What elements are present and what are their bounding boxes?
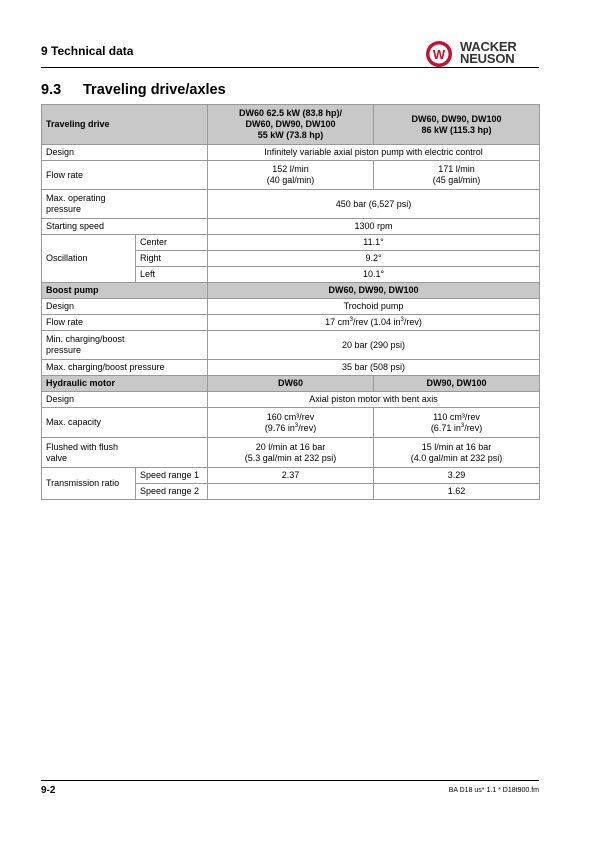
boost-pump-label: Boost pump [42, 283, 208, 299]
superscript: 3 [460, 422, 465, 429]
hydraulic-motor-col1: DW60 [208, 376, 374, 392]
boost-design-value: Trochoid pump [208, 299, 540, 315]
chapter-title: 9 Technical data [41, 44, 134, 58]
col1-line: DW60, DW90, DW100 [245, 119, 336, 129]
flow-rate-value-2 [374, 161, 540, 190]
max-pressure-label [42, 190, 208, 219]
table-row [42, 468, 540, 484]
flush-label [42, 438, 208, 468]
table-row [42, 331, 540, 360]
traveling-drive-col2 [374, 105, 540, 145]
boost-flow-value [208, 315, 540, 331]
boost-design-label: Design [42, 299, 208, 315]
speed-range-2-value-1 [208, 484, 374, 500]
page-number: 9-2 [41, 785, 56, 796]
table-row [42, 438, 540, 468]
motor-design-value: Axial piston motor with bent axis [208, 392, 540, 408]
flush-value-2 [374, 438, 540, 468]
table-row [42, 235, 540, 251]
value-line: 160 cm³/rev [266, 411, 315, 422]
oscillation-center-value: 11.1° [208, 235, 540, 251]
value-line: 110 cm³/rev [433, 411, 480, 422]
wacker-neuson-w-icon [425, 40, 453, 68]
value-line: 20 l/min at 16 bar [255, 441, 326, 452]
value-text: (6.71 in [430, 422, 461, 433]
starting-speed-label: Starting speed [42, 219, 208, 235]
table-row [42, 219, 540, 235]
traveling-drive-label: Traveling drive [42, 105, 208, 145]
hydraulic-motor-label: Hydraulic motor [42, 376, 208, 392]
superscript: 3 [294, 422, 299, 429]
table-row [42, 315, 540, 331]
value-line: (5.3 gal/min at 232 psi) [244, 452, 337, 463]
table-row [42, 360, 540, 376]
col1-line: DW60 62.5 kW (83.8 hp)/ [238, 108, 343, 118]
oscillation-label: Oscillation [42, 235, 136, 283]
motor-design-label: Design [42, 392, 208, 408]
col2-line: DW60, DW90, DW100 [411, 113, 502, 124]
boost-flow-label: Flow rate [42, 315, 208, 331]
label-line: Flushed with flush [46, 441, 119, 452]
value-line: (45 gal/min) [432, 175, 481, 185]
section-title: Traveling drive/axles [83, 82, 226, 98]
boost-pump-models: DW60, DW90, DW100 [208, 283, 540, 299]
speed-range-2-value-2: 1.62 [374, 484, 540, 500]
table-row [42, 299, 540, 315]
max-capacity-value-1 [208, 408, 374, 438]
boost-min-label [42, 331, 208, 360]
superscript: 3 [400, 317, 404, 323]
table-row [42, 392, 540, 408]
label-line: Min. charging/boost [46, 334, 125, 344]
value-text: /rev) [298, 422, 317, 433]
value-line: (4.0 gal/min at 232 psi) [410, 452, 503, 463]
flow-text: 17 cm [325, 317, 350, 327]
col1-line: 55 kW (73.8 hp) [257, 130, 324, 140]
logo-line-2: NEUSON [460, 51, 515, 66]
oscillation-right-label: Right [136, 251, 208, 267]
superscript: 3 [349, 317, 353, 323]
logo-line-1: WACKER [460, 39, 517, 54]
oscillation-center-label: Center [136, 235, 208, 251]
table-row [42, 190, 540, 219]
header-rule [41, 67, 539, 68]
boost-min-value: 20 bar (290 psi) [208, 331, 540, 360]
value-line [212, 423, 369, 434]
oscillation-left-value: 10.1° [208, 267, 540, 283]
speed-range-1-value-1: 2.37 [208, 468, 374, 484]
footer-rule [41, 780, 539, 781]
max-capacity-value-2 [374, 408, 540, 438]
oscillation-left-label: Left [136, 267, 208, 283]
oscillation-right-value: 9.2° [208, 251, 540, 267]
flush-value-1 [208, 438, 374, 468]
value-line: (40 gal/min) [266, 175, 315, 185]
value-line: 171 l/min [438, 164, 475, 174]
flow-rate-label: Flow rate [42, 161, 208, 190]
flow-text: /rev (1.04 in [352, 317, 401, 327]
spec-table [41, 104, 540, 500]
table-row [42, 161, 540, 190]
col2-line: 86 kW (115.3 hp) [421, 124, 492, 135]
max-capacity-label: Max. capacity [42, 408, 208, 438]
boost-max-value: 35 bar (508 psi) [208, 360, 540, 376]
table-row [42, 145, 540, 161]
section-number: 9.3 [41, 82, 62, 98]
label-line: pressure [46, 345, 82, 355]
hydraulic-motor-col2: DW90, DW100 [374, 376, 540, 392]
logo-wordmark [460, 41, 517, 65]
label-line: valve [46, 452, 68, 463]
wacker-neuson-logo [425, 40, 543, 68]
max-pressure-value: 450 bar (6,527 psi) [208, 190, 540, 219]
table-row [42, 408, 540, 438]
value-line: 15 l/min at 16 bar [421, 441, 492, 452]
table-row [42, 376, 540, 392]
value-text: /rev) [464, 422, 483, 433]
table-row [42, 105, 540, 145]
table-row [42, 283, 540, 299]
starting-speed-value: 1300 rpm [208, 219, 540, 235]
speed-range-1-label: Speed range 1 [136, 468, 208, 484]
flow-text: /rev) [403, 317, 422, 327]
section-heading [41, 82, 226, 98]
design-value: Infinitely variable axial piston pump with electric control [208, 145, 540, 161]
label-line: Max. operating [46, 193, 106, 203]
value-line [378, 423, 535, 434]
value-line: 152 l/min [272, 164, 309, 174]
boost-max-label: Max. charging/boost pressure [42, 360, 208, 376]
flow-rate-value-1 [208, 161, 374, 190]
transmission-ratio-label: Transmission ratio [42, 468, 136, 500]
value-text: (9.76 in [264, 422, 295, 433]
speed-range-1-value-2: 3.29 [374, 468, 540, 484]
speed-range-2-label: Speed range 2 [136, 484, 208, 500]
logo-mark-letter: W [432, 47, 446, 62]
label-line: pressure [46, 204, 82, 214]
design-label: Design [42, 145, 208, 161]
document-id: BA D18 us* 1.1 * D18t900.fm [448, 787, 539, 794]
traveling-drive-col1 [208, 105, 374, 145]
